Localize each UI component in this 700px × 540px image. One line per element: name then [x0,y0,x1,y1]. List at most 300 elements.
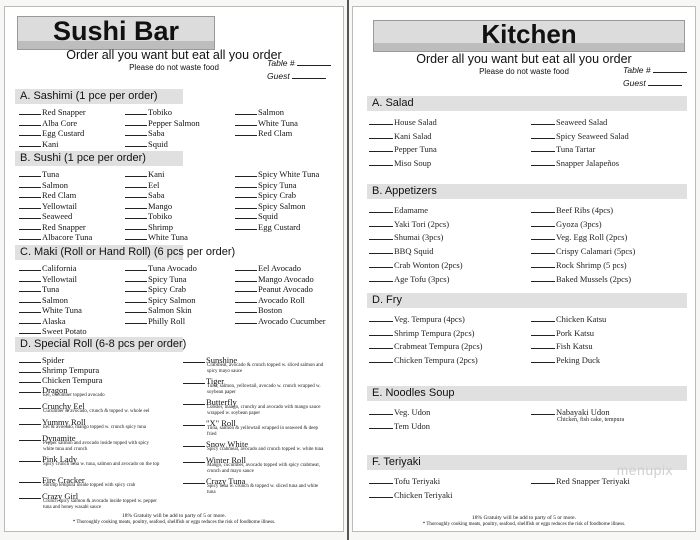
menu-item-spicy-white-tuna[interactable] [235,168,319,179]
quantity-blank[interactable] [369,245,393,254]
quantity-blank[interactable] [125,127,147,136]
quantity-blank[interactable] [125,304,147,313]
menu-item-label: Spicy Salmon [258,200,306,211]
menu-item-pepper-tuna[interactable] [369,143,437,154]
menu-item-crispy-calamari-5pcs[interactable] [531,245,635,256]
quantity-blank[interactable] [19,354,41,363]
quantity-blank[interactable] [235,221,257,230]
quantity-blank[interactable] [531,130,555,139]
quantity-blank[interactable] [531,204,555,213]
menu-item-red-snapper-teriyaki[interactable] [531,475,630,486]
quantity-blank[interactable] [531,475,555,484]
menu-item-salmon-skin[interactable] [125,304,192,315]
menu-item-red-clam[interactable] [19,189,76,200]
page-subtitle: Order all you want but eat all you order [66,48,282,62]
quantity-blank[interactable] [531,273,555,282]
roll-description: Crunch spicy salmon & avocado inside topped w. pepper tuna and honey wasabi sauce [43,499,157,510]
menu-item-label: Age Tofu (3pcs) [394,273,450,284]
menu-item-tuna[interactable] [19,168,59,179]
menu-item-boston[interactable] [235,304,282,315]
quantity-blank[interactable] [531,406,555,415]
quantity-blank[interactable] [125,106,147,115]
menu-item-mango-avocado[interactable] [235,273,314,284]
table-number-line [297,58,331,66]
quantity-blank[interactable] [369,420,393,429]
menupix-watermark: menupix [616,462,673,478]
guest-field[interactable] [267,71,326,81]
quantity-blank[interactable] [19,273,41,282]
quantity-blank[interactable] [19,304,41,313]
menu-item-miso-soup[interactable] [369,157,431,168]
menu-item-label: Veg. Tempura (4pcs) [394,314,465,324]
quantity-blank[interactable] [369,475,393,484]
quantity-blank[interactable] [369,313,393,322]
menu-item-sweet-potato[interactable] [19,325,87,336]
page-subtitle: Order all you want but eat all you order [416,52,632,66]
quantity-blank[interactable] [183,396,205,405]
menu-item-seaweed[interactable] [19,210,72,221]
menu-item-veg-egg-roll-2pcs[interactable] [531,231,627,242]
menu-item-label: Kani [42,138,59,149]
quantity-blank[interactable] [125,200,147,209]
menu-item-kani-salad[interactable] [369,130,432,141]
menu-item-label: Seaweed Salad [556,117,608,127]
menu-item-peking-duck[interactable] [531,354,600,365]
quantity-blank[interactable] [531,327,555,336]
menu-item-red-snapper[interactable] [19,106,86,117]
quantity-blank[interactable] [125,294,147,303]
quantity-blank[interactable] [125,138,147,147]
menu-item-avocado-roll[interactable] [235,294,305,305]
quantity-blank[interactable] [19,453,41,462]
roll-description: Shrimp tempura inside topped with spicy crab [43,483,136,488]
quantity-blank[interactable] [19,106,41,115]
menu-item-spicy-tuna[interactable] [235,179,297,190]
quantity-blank[interactable] [19,179,41,188]
menu-item-label: Yellowtail [42,273,78,284]
quantity-blank[interactable] [369,143,393,152]
menu-item-label: Sunshine [206,355,238,365]
menu-item-veg-tempura-4pcs[interactable] [369,313,465,324]
menu-item-age-tofu-3pcs[interactable] [369,273,449,284]
menu-item-label: Pepper Tuna [394,144,437,155]
roll-description: Lobster, mango, crunchy and avocado with mango sauce wrapped w. soybean paper [207,405,321,416]
menu-item-spicy-tuna[interactable] [125,273,187,284]
quantity-blank[interactable] [235,315,257,324]
quantity-blank[interactable] [183,417,205,426]
quantity-blank[interactable] [369,204,393,213]
roll-description: Tuna, salmon & yellowtail wrapped in seaweed & deep fried [207,426,319,437]
menu-item-label: Edamame [394,205,428,215]
quantity-blank[interactable] [369,327,393,336]
menu-item-red-clam[interactable] [235,127,292,138]
quantity-blank[interactable] [369,340,393,349]
quantity-blank[interactable] [19,474,41,483]
quantity-blank[interactable] [19,117,41,126]
menu-item-avocado-cucumber[interactable] [235,315,326,326]
menu-item-label: Shrimp Tempura [42,365,100,375]
quantity-blank[interactable] [369,259,393,268]
quantity-blank[interactable] [125,189,147,198]
quantity-blank[interactable] [531,245,555,254]
menu-item-seaweed-salad[interactable] [531,116,607,127]
quantity-blank[interactable] [125,273,147,282]
menu-item-kani[interactable] [125,168,165,179]
quantity-blank[interactable] [235,304,257,313]
menu-item-label: Chicken Teriyaki [394,489,453,500]
menu-item-label: Eel Avocado [258,263,302,273]
quantity-blank[interactable] [531,231,555,240]
menu-item-crabmeat-tempura-2pcs[interactable] [369,340,482,351]
table-number-field[interactable] [267,58,331,68]
quantity-blank[interactable] [19,364,41,373]
quantity-blank[interactable] [235,200,257,209]
quantity-blank[interactable] [19,490,41,499]
menu-item-label: Veg. Udon [394,407,431,417]
kitchen-page [352,6,696,532]
menu-item-label: Dragon [42,385,68,395]
quantity-blank[interactable] [235,283,257,292]
quantity-blank[interactable] [369,489,393,498]
guest-field[interactable] [623,78,682,88]
quantity-blank[interactable] [235,294,257,303]
menu-item-label: Egg Custard [258,221,301,232]
quantity-blank[interactable] [531,340,555,349]
menu-item-shrimp[interactable] [125,221,173,232]
quantity-blank[interactable] [125,221,147,230]
menu-item-label: Crunchy Eel [42,401,85,411]
menu-item-label: Tobiko [148,107,172,117]
menu-item-label: Spicy Salmon [148,294,196,305]
quantity-blank[interactable] [125,231,147,240]
quantity-blank[interactable] [369,406,393,415]
quantity-blank[interactable] [369,157,393,166]
menu-item-label: Tofu Teriyaki [394,476,441,486]
quantity-blank[interactable] [235,210,257,219]
menu-item-saba[interactable] [125,189,165,200]
quantity-blank[interactable] [531,218,555,227]
menu-item-label: Fire Cracker [42,475,85,485]
menu-item-label: Salmon [42,179,68,190]
menu-item-label: Tuna [42,284,60,294]
menu-item-mango[interactable] [125,200,172,211]
menu-item-salmon[interactable] [19,294,68,305]
menu-item-veg-udon[interactable] [369,406,430,417]
menu-item-label: Spicy Tuna [258,179,297,190]
menu-item-tuna-tartar[interactable] [531,143,595,154]
menu-item-label: Red Clam [42,190,77,200]
menu-item-label: Dynamite [42,433,76,443]
menu-item-label: Baked Mussels (2pcs) [556,273,632,284]
quantity-blank[interactable] [369,116,393,125]
quantity-blank[interactable] [125,262,147,271]
menu-item-spicy-salmon[interactable] [125,294,195,305]
menu-item-label: Mango Avocado [258,273,314,284]
menu-item-salmon[interactable] [235,106,284,117]
section-heading-0: A. Sashimi (1 pce per order) [15,89,183,104]
quantity-blank[interactable] [19,200,41,209]
quantity-blank[interactable] [531,354,555,363]
menu-item-tobiko[interactable] [125,106,172,117]
roll-description: Spicy crabmeat, avocado and crunch topped w. white tuna [207,447,324,452]
quantity-blank[interactable] [183,475,205,484]
menu-item-california[interactable] [19,262,76,273]
quantity-blank[interactable] [19,325,41,334]
section-heading-3: E. Noodles Soup [367,386,687,401]
menu-item-label: Boston [258,305,283,315]
quantity-blank[interactable] [19,432,41,441]
menu-item-nabayaki-udon[interactable] [531,406,610,417]
menu-item-label: Seaweed [42,211,73,221]
menu-item-label: Red Snapper Teriyaki [556,476,630,486]
menu-item-rock-shrimp-5-pcs[interactable] [531,259,627,270]
guest-label: Guest [623,78,646,88]
menu-item-yaki-tori-2pcs[interactable] [369,218,449,229]
menu-item-saba[interactable] [125,127,165,138]
menu-item-philly-roll[interactable] [125,315,185,326]
menu-item-egg-custard[interactable] [19,127,84,138]
quantity-blank[interactable] [531,313,555,322]
quantity-blank[interactable] [19,138,41,147]
roll-description: Spicy crunch tuna w. tuna, salmon and avocado on the top [43,462,160,467]
menu-item-label: Tuna Avocado [148,263,197,273]
menu-item-yellowtail[interactable] [19,273,77,284]
menu-item-label: Spicy Crab [148,284,187,294]
waste-note: Please do not waste food [129,63,219,72]
menu-item-label: Peanut Avocado [258,284,313,294]
quantity-blank[interactable] [531,116,555,125]
menu-item-shumai-3pcs[interactable] [369,231,443,242]
menu-item-baked-mussels-2pcs[interactable] [531,273,631,284]
menu-item-white-tuna[interactable] [125,231,188,242]
menu-item-egg-custard[interactable] [235,221,300,232]
quantity-blank[interactable] [235,117,257,126]
menu-item-label: Peking Duck [556,355,601,366]
menu-item-white-tuna[interactable] [235,117,298,128]
menu-item-label: Kani Salad [394,130,432,141]
quantity-blank[interactable] [19,374,41,383]
menu-item-label: Chicken Tempura [42,375,103,385]
menu-item-label: White Tuna [148,232,188,242]
quantity-blank[interactable] [125,315,147,324]
menu-item-label: California [42,263,77,273]
menu-item-tofu-teriyaki[interactable] [369,475,440,486]
item-description: Chicken, fish cake, tempura [557,417,625,423]
quantity-blank[interactable] [531,259,555,268]
quantity-blank[interactable] [19,262,41,271]
menu-item-label: Salmon [258,107,284,117]
menu-item-albacore-tuna[interactable] [19,231,92,242]
menu-item-label: BBQ Squid [394,246,434,257]
menu-item-peanut-avocado[interactable] [235,283,313,294]
quantity-blank[interactable] [125,210,147,219]
menu-item-yellowtail[interactable] [19,200,77,211]
menu-item-label: Veg. Egg Roll (2pcs) [556,232,628,243]
food-safety-note: * Thoroughly cooking meats, poultry, seafood, shellfish or eggs reduces the risk of foodborne illness. [422,522,626,527]
quantity-blank[interactable] [369,130,393,139]
quantity-blank[interactable] [183,454,205,463]
menu-item-edamame[interactable] [369,204,428,215]
quantity-blank[interactable] [235,262,257,271]
menu-item-label: Mango [148,200,173,211]
menu-item-pepper-salmon[interactable] [125,117,200,128]
menu-item-kani[interactable] [19,138,59,149]
menu-item-label: Albacore Tuna [42,232,93,242]
page-title-box [373,20,685,52]
menu-item-label: Saba [148,128,165,138]
quantity-blank[interactable] [19,221,41,230]
quantity-blank[interactable] [183,438,205,447]
menu-item-tuna[interactable] [19,283,59,294]
menu-item-label: Egg Custard [42,128,85,138]
menu-item-squid[interactable] [235,210,278,221]
section-heading-3: D. Special Roll (6-8 pcs per order) [15,337,183,352]
menu-item-label: Tuna Tartar [556,144,596,155]
menu-item-label: "X" Roll [206,418,236,428]
menu-item-chicken-tempura-2pcs[interactable] [369,354,478,365]
menu-item-bbq-squid[interactable] [369,245,433,256]
roll-description: Eel, cucumber topped avocado [43,393,105,398]
menu-fold-spine [347,0,349,540]
menu-item-label: White Tuna [42,305,82,315]
menu-item-label: Saba [148,190,165,200]
menu-item-eel-avocado[interactable] [235,262,301,273]
page-title: Sushi Bar [52,16,180,46]
menu-item-red-snapper[interactable] [19,221,86,232]
menu-item-label: Winter Roll [206,455,247,465]
menu-item-label: Avocado Cucumber [258,315,326,326]
menu-item-label: Yellowtail [42,200,78,211]
guest-label: Guest [267,71,290,81]
menu-item-label: Philly Roll [148,315,186,326]
quantity-blank[interactable] [369,218,393,227]
menu-item-alba-core[interactable] [19,117,77,128]
sushi-bar-page [4,6,344,532]
quantity-blank[interactable] [125,168,147,177]
menu-item-chicken-katsu[interactable] [531,313,606,324]
menu-item-label: Yaki Tori (2pcs) [394,218,450,229]
quantity-blank[interactable] [19,210,41,219]
menu-item-spicy-crab[interactable] [235,189,296,200]
menu-item-shrimp-tempura-2pcs[interactable] [369,327,474,338]
menu-item-tobiko[interactable] [125,210,172,221]
menu-item-tem-udon[interactable] [369,420,430,431]
roll-description: Pepper salmon and avocado inside topped with spicy white tuna and crunch [43,441,149,452]
menu-item-chicken-teriyaki[interactable] [369,489,453,500]
menu-item-label: Tiger [206,376,225,386]
section-heading-1: B. Sushi (1 pce per order) [15,151,183,166]
menu-item-house-salad[interactable] [369,116,437,127]
menu-item-label: Red Snapper [42,221,86,232]
menu-item-beef-ribs-4pcs[interactable] [531,204,613,215]
menu-item-label: Squid [258,211,278,221]
menu-item-label: Tem Udon [394,420,430,431]
section-heading-1: B. Appetizers [367,184,687,199]
menu-item-squid[interactable] [125,138,168,149]
menu-item-tuna-avocado[interactable] [125,262,197,273]
quantity-blank[interactable] [19,231,41,240]
quantity-blank[interactable] [531,157,555,166]
quantity-blank[interactable] [125,283,147,292]
menu-item-label: Avocado Roll [258,294,305,305]
menu-item-label: Tuna [42,169,60,179]
quantity-blank[interactable] [183,354,205,363]
quantity-blank[interactable] [125,117,147,126]
quantity-blank[interactable] [235,106,257,115]
menu-item-label: Kani [148,169,165,179]
roll-description: Mango, cucumber, avocado topped with spicy crabmeat, crunch and mayo sauce [207,463,320,474]
quantity-blank[interactable] [369,273,393,282]
quantity-blank[interactable] [19,283,41,292]
menu-item-crab-wonton-2pcs[interactable] [369,259,463,270]
quantity-blank[interactable] [183,375,205,384]
menu-item-label: Alba Core [42,117,78,128]
page-title: Kitchen [481,19,577,49]
roll-description: Tuna, salmon, yellowtail, avocado w. crunch wrapped w. soybean paper [207,384,321,395]
quantity-blank[interactable] [125,179,147,188]
quantity-blank[interactable] [19,400,41,409]
quantity-blank[interactable] [19,384,41,393]
quantity-blank[interactable] [19,416,41,425]
quantity-blank[interactable] [19,315,41,324]
menu-item-snapper-jalape-os[interactable] [531,157,619,168]
quantity-blank[interactable] [235,273,257,282]
menu-item-label: Salmon [42,294,68,305]
quantity-blank[interactable] [235,179,257,188]
section-heading-4: F. Teriyaki [367,455,687,470]
quantity-blank[interactable] [19,127,41,136]
menu-item-spicy-seaweed-salad[interactable] [531,130,629,141]
menu-item-label: Tobiko [148,211,172,221]
quantity-blank[interactable] [19,294,41,303]
menu-item-label: Pork Katsu [556,327,595,338]
menu-item-spicy-crab[interactable] [125,283,186,294]
menu-item-label: Crabmeat Tempura (2pcs) [394,341,483,352]
menu-item-fish-katsu[interactable] [531,340,593,351]
menu-item-label: Shrimp [148,221,174,232]
quantity-blank[interactable] [369,354,393,363]
quantity-blank[interactable] [369,231,393,240]
quantity-blank[interactable] [235,189,257,198]
menu-item-label: Pink Lady [42,454,78,464]
menu-item-white-tuna[interactable] [19,304,82,315]
table-label: Table # [623,65,651,75]
menu-item-gyoza-3pcs[interactable] [531,218,602,229]
section-heading-2: C. Maki (Roll or Hand Roll) (6 pcs per order) [15,245,183,260]
table-number-field[interactable] [623,65,687,75]
menu-item-pork-katsu[interactable] [531,327,594,338]
menu-item-label: Alaska [42,315,66,326]
quantity-blank[interactable] [235,127,257,136]
guest-line [292,71,326,79]
menu-item-label: Shrimp Tempura (2pcs) [394,327,475,338]
quantity-blank[interactable] [19,168,41,177]
quantity-blank[interactable] [531,143,555,152]
menu-item-spicy-salmon[interactable] [235,200,305,211]
section-heading-2: D. Fry [367,293,687,308]
roll-description: Eel & avocado, mango topped w. crunch spicy tuna [43,425,146,430]
menu-item-label: Chicken Tempura (2pcs) [394,355,478,366]
menu-item-label: Spicy Crab [258,190,297,200]
quantity-blank[interactable] [235,168,257,177]
menu-item-salmon[interactable] [19,179,68,190]
roll-description: Cucumber & avocado, crunch & topped w. whole eel [43,409,150,414]
menu-item-eel[interactable] [125,179,159,190]
quantity-blank[interactable] [19,189,41,198]
menu-item-alaska[interactable] [19,315,66,326]
menu-item-label: Crazy Tuna [206,476,246,486]
page-title-box [17,16,215,50]
